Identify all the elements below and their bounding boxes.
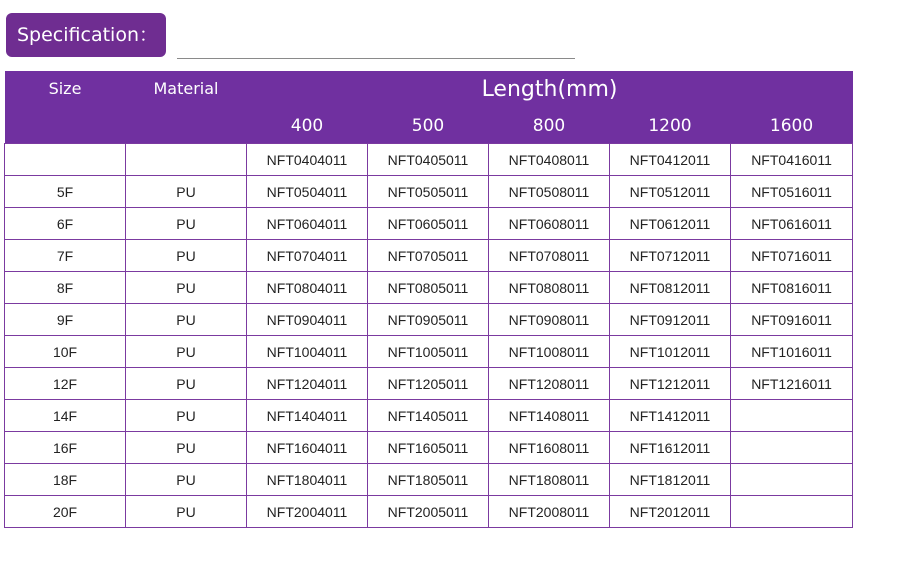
material-cell: PU — [126, 496, 247, 528]
header-material: Material — [126, 71, 247, 144]
product-code-cell: NFT0408011 — [489, 144, 610, 176]
product-code-cell: NFT1612011 — [610, 432, 731, 464]
product-code-cell: NFT1408011 — [489, 400, 610, 432]
product-code-cell: NFT1012011 — [610, 336, 731, 368]
size-cell: 6F — [5, 208, 126, 240]
header-row-top — [5, 71, 853, 109]
product-code-cell: NFT0912011 — [610, 304, 731, 336]
material-cell: PU — [126, 304, 247, 336]
product-code-cell: NFT0605011 — [368, 208, 489, 240]
product-code-cell: NFT2008011 — [489, 496, 610, 528]
product-code-cell: NFT0608011 — [489, 208, 610, 240]
table-row — [5, 464, 853, 496]
product-code-cell: NFT1208011 — [489, 368, 610, 400]
product-code-cell: NFT1604011 — [247, 432, 368, 464]
header-length-500: 500 — [368, 109, 489, 144]
material-cell: PU — [126, 464, 247, 496]
product-code-cell: NFT1205011 — [368, 368, 489, 400]
product-code-cell: NFT0805011 — [368, 272, 489, 304]
size-cell: 5F — [5, 176, 126, 208]
product-code-cell: NFT1608011 — [489, 432, 610, 464]
product-code-cell: NFT0716011 — [731, 240, 853, 272]
size-cell: 16F — [5, 432, 126, 464]
product-code-cell: NFT1805011 — [368, 464, 489, 496]
size-cell: 7F — [5, 240, 126, 272]
table-row — [5, 144, 853, 176]
table-row — [5, 336, 853, 368]
product-code-cell: NFT1004011 — [247, 336, 368, 368]
product-code-cell: NFT0908011 — [489, 304, 610, 336]
table-row — [5, 240, 853, 272]
header-length-800: 800 — [489, 109, 610, 144]
product-code-cell: NFT1812011 — [610, 464, 731, 496]
product-code-cell — [731, 496, 853, 528]
product-code-cell: NFT1008011 — [489, 336, 610, 368]
table-row — [5, 496, 853, 528]
product-code-cell: NFT0704011 — [247, 240, 368, 272]
product-code-cell: NFT0804011 — [247, 272, 368, 304]
product-code-cell: NFT1405011 — [368, 400, 489, 432]
product-code-cell: NFT0504011 — [247, 176, 368, 208]
product-code-cell: NFT1212011 — [610, 368, 731, 400]
header-length-1600: 1600 — [731, 109, 853, 144]
product-code-cell: NFT1412011 — [610, 400, 731, 432]
material-cell — [126, 144, 247, 176]
product-code-cell: NFT0905011 — [368, 304, 489, 336]
header-size: Size — [5, 71, 126, 144]
title-underline — [177, 58, 575, 59]
size-cell: 9F — [5, 304, 126, 336]
product-code-cell: NFT0808011 — [489, 272, 610, 304]
size-cell: 18F — [5, 464, 126, 496]
product-code-cell: NFT0612011 — [610, 208, 731, 240]
product-code-cell: NFT0512011 — [610, 176, 731, 208]
product-code-cell: NFT0916011 — [731, 304, 853, 336]
product-code-cell: NFT2012011 — [610, 496, 731, 528]
material-cell: PU — [126, 400, 247, 432]
size-cell: 8F — [5, 272, 126, 304]
specification-table — [4, 71, 853, 528]
product-code-cell: NFT0904011 — [247, 304, 368, 336]
product-code-cell: NFT0508011 — [489, 176, 610, 208]
material-cell: PU — [126, 272, 247, 304]
table-row — [5, 176, 853, 208]
product-code-cell — [731, 400, 853, 432]
size-cell: 14F — [5, 400, 126, 432]
specification-badge: Specification： — [6, 13, 166, 57]
product-code-cell: NFT0705011 — [368, 240, 489, 272]
table-row — [5, 208, 853, 240]
size-cell — [5, 144, 126, 176]
table-row — [5, 400, 853, 432]
product-code-cell: NFT0404011 — [247, 144, 368, 176]
header-length-400: 400 — [247, 109, 368, 144]
product-code-cell: NFT0812011 — [610, 272, 731, 304]
product-code-cell: NFT0816011 — [731, 272, 853, 304]
product-code-cell: NFT0708011 — [489, 240, 610, 272]
product-code-cell — [731, 432, 853, 464]
product-code-cell: NFT1404011 — [247, 400, 368, 432]
product-code-cell: NFT1005011 — [368, 336, 489, 368]
product-code-cell: NFT0604011 — [247, 208, 368, 240]
table-row — [5, 272, 853, 304]
product-code-cell: NFT1216011 — [731, 368, 853, 400]
table-body — [5, 144, 853, 528]
material-cell: PU — [126, 336, 247, 368]
material-cell: PU — [126, 240, 247, 272]
product-code-cell: NFT0516011 — [731, 176, 853, 208]
material-cell: PU — [126, 368, 247, 400]
product-code-cell: NFT0712011 — [610, 240, 731, 272]
product-code-cell — [731, 464, 853, 496]
size-cell: 20F — [5, 496, 126, 528]
table-row — [5, 304, 853, 336]
material-cell: PU — [126, 432, 247, 464]
product-code-cell: NFT1204011 — [247, 368, 368, 400]
table-row — [5, 368, 853, 400]
product-code-cell: NFT1605011 — [368, 432, 489, 464]
product-code-cell: NFT1804011 — [247, 464, 368, 496]
product-code-cell: NFT2004011 — [247, 496, 368, 528]
size-cell: 10F — [5, 336, 126, 368]
product-code-cell: NFT0505011 — [368, 176, 489, 208]
material-cell: PU — [126, 208, 247, 240]
product-code-cell: NFT0405011 — [368, 144, 489, 176]
product-code-cell: NFT1808011 — [489, 464, 610, 496]
header-length: Length(mm) — [247, 71, 853, 109]
size-cell: 12F — [5, 368, 126, 400]
table-row — [5, 432, 853, 464]
product-code-cell: NFT0416011 — [731, 144, 853, 176]
product-code-cell: NFT2005011 — [368, 496, 489, 528]
product-code-cell: NFT0616011 — [731, 208, 853, 240]
header-length-1200: 1200 — [610, 109, 731, 144]
material-cell: PU — [126, 176, 247, 208]
product-code-cell: NFT1016011 — [731, 336, 853, 368]
product-code-cell: NFT0412011 — [610, 144, 731, 176]
